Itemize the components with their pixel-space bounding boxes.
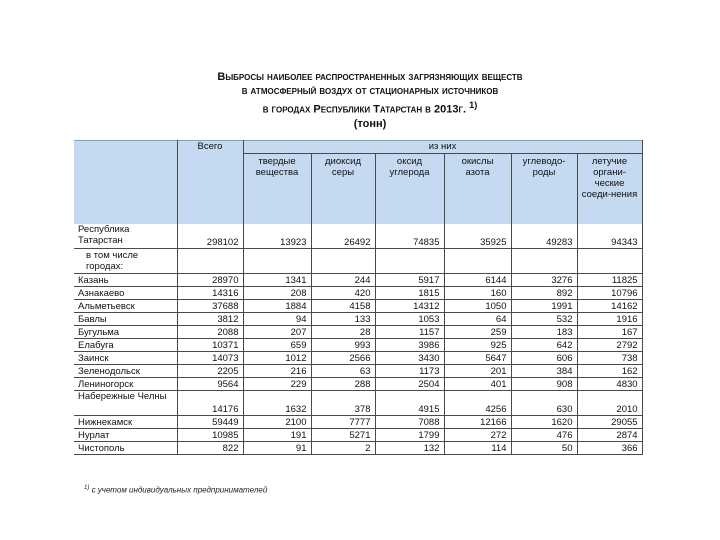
cell: 2100 bbox=[243, 416, 311, 429]
cell: 1884 bbox=[243, 300, 311, 313]
cell: 216 bbox=[243, 365, 311, 378]
footnote-text: с учетом индивидуальных предпринимателей bbox=[91, 485, 268, 495]
row-name: Зеленодольск bbox=[74, 365, 177, 378]
cell: 1341 bbox=[243, 274, 311, 287]
cell: 7088 bbox=[375, 416, 444, 429]
cell bbox=[311, 249, 375, 274]
cell: 3276 bbox=[511, 274, 577, 287]
row-note: в том числе городах: bbox=[74, 249, 177, 274]
cell: 2010 bbox=[577, 391, 642, 416]
cell: 74835 bbox=[375, 224, 444, 249]
cell: 606 bbox=[511, 352, 577, 365]
cell: 642 bbox=[511, 339, 577, 352]
cell: 738 bbox=[577, 352, 642, 365]
row-name: Альметьевск bbox=[74, 300, 177, 313]
table-row bbox=[74, 391, 642, 416]
title-line-3 bbox=[150, 98, 590, 117]
cell: 167 bbox=[577, 326, 642, 339]
cell: 4158 bbox=[311, 300, 375, 313]
row-name: Республика Татарстан bbox=[74, 224, 177, 249]
cell bbox=[375, 249, 444, 274]
cell: 6144 bbox=[444, 274, 511, 287]
table-row bbox=[74, 274, 642, 287]
cell: 133 bbox=[311, 313, 375, 326]
cell: 288 bbox=[311, 378, 375, 391]
table-row bbox=[74, 300, 642, 313]
table-row bbox=[74, 287, 642, 300]
cell: 366 bbox=[577, 442, 642, 455]
cell: 201 bbox=[444, 365, 511, 378]
cell: 94343 bbox=[577, 224, 642, 249]
cell: 1632 bbox=[243, 391, 311, 416]
row-name: Нижнекамск bbox=[74, 416, 177, 429]
footnote bbox=[84, 485, 267, 495]
cell: 162 bbox=[577, 365, 642, 378]
cell: 29055 bbox=[577, 416, 642, 429]
document-title bbox=[150, 70, 590, 131]
cell: 2205 bbox=[177, 365, 243, 378]
cell: 1012 bbox=[243, 352, 311, 365]
cell: 892 bbox=[511, 287, 577, 300]
cell: 1173 bbox=[375, 365, 444, 378]
cell: 183 bbox=[511, 326, 577, 339]
cell: 1620 bbox=[511, 416, 577, 429]
cell: 476 bbox=[511, 429, 577, 442]
cell: 2792 bbox=[577, 339, 642, 352]
cell: 5917 bbox=[375, 274, 444, 287]
cell: 14176 bbox=[177, 391, 243, 416]
cell: 1991 bbox=[511, 300, 577, 313]
cell: 14312 bbox=[375, 300, 444, 313]
header-total: Всего bbox=[177, 141, 243, 225]
cell: 28 bbox=[311, 326, 375, 339]
row-name: Заинск bbox=[74, 352, 177, 365]
cell: 2874 bbox=[577, 429, 642, 442]
cell: 10796 bbox=[577, 287, 642, 300]
title-line-3-text: в городах Республики Татарстан в 2013г. bbox=[262, 103, 467, 116]
cell: 14316 bbox=[177, 287, 243, 300]
header-group: из них bbox=[243, 141, 642, 154]
header-row-top bbox=[74, 141, 642, 154]
cell: 64 bbox=[444, 313, 511, 326]
cell: 14162 bbox=[577, 300, 642, 313]
cell: 659 bbox=[243, 339, 311, 352]
cell: 4256 bbox=[444, 391, 511, 416]
table-row bbox=[74, 442, 642, 455]
cell: 378 bbox=[311, 391, 375, 416]
cell: 298102 bbox=[177, 224, 243, 249]
table-row bbox=[74, 365, 642, 378]
cell bbox=[511, 249, 577, 274]
title-footnote-mark: 1) bbox=[469, 100, 478, 110]
cell: 4830 bbox=[577, 378, 642, 391]
title-line-1: Выбросы наиболее распространенных загрязняющих веществ bbox=[217, 71, 523, 83]
cell: 908 bbox=[511, 378, 577, 391]
table-row bbox=[74, 339, 642, 352]
row-name: Елабуга bbox=[74, 339, 177, 352]
cell: 91 bbox=[243, 442, 311, 455]
cell: 114 bbox=[444, 442, 511, 455]
cell: 28970 bbox=[177, 274, 243, 287]
cell: 9564 bbox=[177, 378, 243, 391]
row-name: Нурлат bbox=[74, 429, 177, 442]
footnote-mark: 1) bbox=[84, 485, 90, 491]
row-name: Казань bbox=[74, 274, 177, 287]
cell bbox=[243, 249, 311, 274]
cell: 10371 bbox=[177, 339, 243, 352]
cell: 272 bbox=[444, 429, 511, 442]
cell: 26492 bbox=[311, 224, 375, 249]
cell: 1050 bbox=[444, 300, 511, 313]
cell: 401 bbox=[444, 378, 511, 391]
cell: 2504 bbox=[375, 378, 444, 391]
cell: 160 bbox=[444, 287, 511, 300]
cell: 229 bbox=[243, 378, 311, 391]
table-row bbox=[74, 313, 642, 326]
cell bbox=[444, 249, 511, 274]
cell: 14073 bbox=[177, 352, 243, 365]
cell: 132 bbox=[375, 442, 444, 455]
cell: 244 bbox=[311, 274, 375, 287]
cell: 420 bbox=[311, 287, 375, 300]
header-col-nox: окислы азота bbox=[444, 154, 511, 225]
header-col-so2: диоксид серы bbox=[311, 154, 375, 225]
table-row bbox=[74, 416, 642, 429]
cell: 1916 bbox=[577, 313, 642, 326]
cell: 630 bbox=[511, 391, 577, 416]
header-col-co: оксид углерода bbox=[375, 154, 444, 225]
cell: 2088 bbox=[177, 326, 243, 339]
cell: 50 bbox=[511, 442, 577, 455]
row-name: Бавлы bbox=[74, 313, 177, 326]
cell: 5647 bbox=[444, 352, 511, 365]
cell: 1799 bbox=[375, 429, 444, 442]
header-col-voc: летучие органи-ческие соеди-нения bbox=[577, 154, 642, 225]
cell: 12166 bbox=[444, 416, 511, 429]
cell: 208 bbox=[243, 287, 311, 300]
cell: 259 bbox=[444, 326, 511, 339]
cell: 11825 bbox=[577, 274, 642, 287]
cell: 1157 bbox=[375, 326, 444, 339]
row-name: Чистополь bbox=[74, 442, 177, 455]
cell: 3986 bbox=[375, 339, 444, 352]
cell: 2 bbox=[311, 442, 375, 455]
table-row bbox=[74, 378, 642, 391]
cell: 384 bbox=[511, 365, 577, 378]
table-row-note bbox=[74, 249, 642, 274]
title-line-2: в атмосферный воздух от стационарных источников bbox=[241, 85, 499, 97]
header-col-hydrocarbons: углеводо-роды bbox=[511, 154, 577, 225]
cell: 2566 bbox=[311, 352, 375, 365]
cell: 13923 bbox=[243, 224, 311, 249]
cell: 822 bbox=[177, 442, 243, 455]
cell: 191 bbox=[243, 429, 311, 442]
cell: 532 bbox=[511, 313, 577, 326]
cell: 49283 bbox=[511, 224, 577, 249]
table-row bbox=[74, 326, 642, 339]
cell: 35925 bbox=[444, 224, 511, 249]
cell bbox=[177, 249, 243, 274]
cell: 59449 bbox=[177, 416, 243, 429]
cell: 993 bbox=[311, 339, 375, 352]
cell: 94 bbox=[243, 313, 311, 326]
table-row bbox=[74, 429, 642, 442]
row-name: Набережные Челны bbox=[74, 391, 177, 416]
cell: 4915 bbox=[375, 391, 444, 416]
cell: 3812 bbox=[177, 313, 243, 326]
cell: 1815 bbox=[375, 287, 444, 300]
table-row bbox=[74, 352, 642, 365]
cell: 10985 bbox=[177, 429, 243, 442]
cell: 63 bbox=[311, 365, 375, 378]
header-col-solids: твердые вещества bbox=[243, 154, 311, 225]
row-name: Бугульма bbox=[74, 326, 177, 339]
table-row-region bbox=[74, 224, 642, 249]
cell bbox=[577, 249, 642, 274]
title-unit: (тонн) bbox=[353, 117, 387, 130]
cell: 1053 bbox=[375, 313, 444, 326]
cell: 207 bbox=[243, 326, 311, 339]
cell: 925 bbox=[444, 339, 511, 352]
row-name: Лениногорск bbox=[74, 378, 177, 391]
cell: 3430 bbox=[375, 352, 444, 365]
header-region bbox=[74, 141, 177, 225]
cell: 5271 bbox=[311, 429, 375, 442]
emissions-table bbox=[74, 140, 643, 455]
row-name: Азнакаево bbox=[74, 287, 177, 300]
cell: 37688 bbox=[177, 300, 243, 313]
cell: 7777 bbox=[311, 416, 375, 429]
